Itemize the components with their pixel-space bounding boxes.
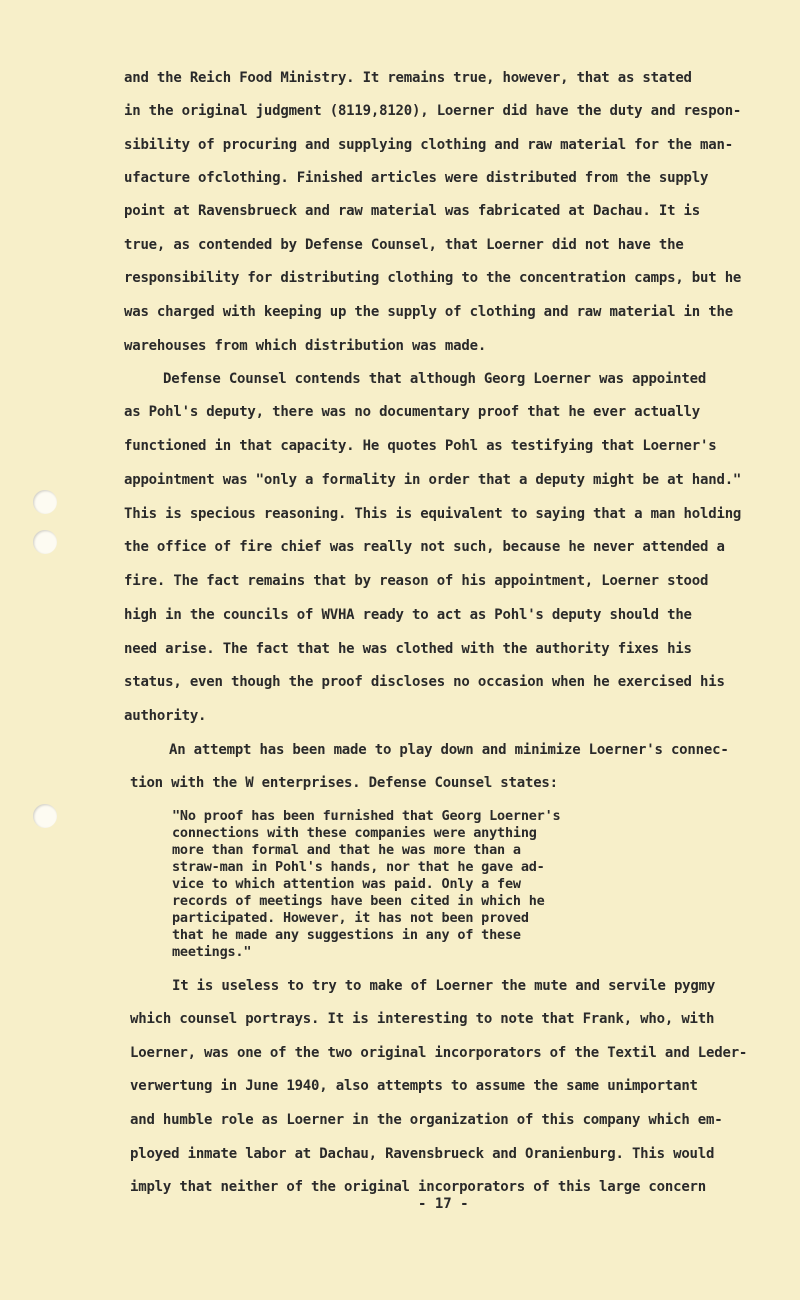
text-line: warehouses from which distribution was made. — [124, 338, 487, 354]
text-line: An attempt has been made to play down and minimize Loerner's connec- — [169, 742, 729, 758]
quote-line: "No proof has been furnished that Georg Loerner's — [172, 808, 561, 824]
text-line: need arise. The fact that he was clothed with the authority fixes his — [124, 641, 692, 657]
punch-hole — [33, 804, 57, 828]
punch-hole — [33, 530, 57, 554]
text-line: was charged with keeping up the supply of clothing and raw material in the — [124, 304, 733, 320]
quote-line: records of meetings have been cited in which he — [172, 893, 545, 909]
text-line: verwertung in June 1940, also attempts to assume the same unimportant — [130, 1078, 698, 1094]
text-line: ufacture ofclothing. Finished articles were distributed from the supply — [124, 170, 709, 186]
quote-line: connections with these companies were anything — [172, 825, 537, 841]
text-line: authority. — [124, 708, 207, 724]
text-line: status, even though the proof discloses no occasion when he exercised his — [124, 674, 725, 690]
quote-line: that he made any suggestions in any of these — [172, 927, 521, 943]
text-line: This is specious reasoning. This is equivalent to saying that a man holding — [124, 506, 742, 522]
quote-line: straw-man in Pohl's hands, nor that he gave ad- — [172, 859, 545, 875]
text-line: ployed inmate labor at Dachau, Ravensbrueck and Oranienburg. This would — [130, 1146, 715, 1162]
text-line: fire. The fact remains that by reason of his appointment, Loerner stood — [124, 573, 709, 589]
text-line: Defense Counsel contends that although Georg Loerner was appointed — [163, 371, 707, 387]
quote-line: participated. However, it has not been proved — [172, 910, 529, 926]
text-line: high in the councils of WVHA ready to act as Pohl's deputy should the — [124, 607, 692, 623]
text-line: in the original judgment (8119,8120), Loerner did have the duty and respon- — [124, 103, 742, 119]
quote-line: more than formal and that he was more than a — [172, 842, 521, 858]
text-line: which counsel portrays. It is interesting to note that Frank, who, with — [130, 1011, 715, 1027]
text-line: sibility of procuring and supplying clothing and raw material for the man- — [124, 137, 733, 153]
page-number: - 17 - — [418, 1196, 469, 1212]
text-line: the office of fire chief was really not such, because he never attended a — [124, 539, 725, 555]
text-line: true, as contended by Defense Counsel, that Loerner did not have the — [124, 237, 684, 253]
quote-line: vice to which attention was paid. Only a few — [172, 876, 521, 892]
text-line: and the Reich Food Ministry. It remains true, however, that as stated — [124, 70, 692, 86]
text-line: Loerner, was one of the two original incorporators of the Textil and Leder- — [130, 1045, 748, 1061]
text-line: as Pohl's deputy, there was no documentary proof that he ever actually — [124, 404, 701, 420]
text-line: It is useless to try to make of Loerner the mute and servile pygmy — [172, 978, 716, 994]
text-line: functioned in that capacity. He quotes Pohl as testifying that Loerner's — [124, 438, 717, 454]
text-line: and humble role as Loerner in the organization of this company which em- — [130, 1112, 723, 1128]
text-line: appointment was "only a formality in order that a deputy might be at hand." — [124, 472, 742, 488]
text-line: imply that neither of the original incorporators of this large concern — [130, 1179, 707, 1195]
punch-hole — [33, 490, 57, 514]
text-line: tion with the W enterprises. Defense Counsel states: — [130, 775, 558, 791]
text-line: point at Ravensbrueck and raw material was fabricated at Dachau. It is — [124, 203, 701, 219]
text-line: responsibility for distributing clothing to the concentration camps, but he — [124, 270, 742, 286]
quote-line: meetings." — [172, 944, 252, 960]
